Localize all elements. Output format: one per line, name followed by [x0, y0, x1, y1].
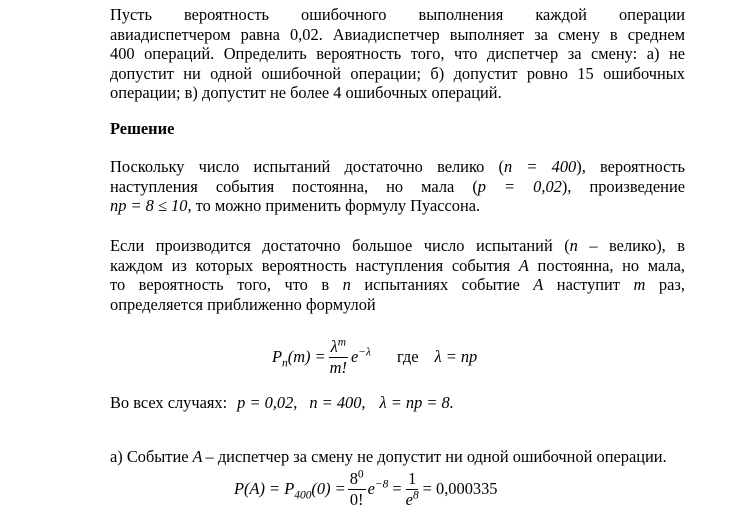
- fraction-numerator: 1: [408, 468, 417, 488]
- part-a-statement: [110, 447, 667, 467]
- fraction-1-over-e8: [404, 470, 421, 509]
- text-run: – велико), в: [589, 236, 685, 255]
- problem-line: 400 операций. Определить вероятность того, что диспетчер за смену: а) не: [110, 44, 685, 64]
- event-a: A: [192, 447, 203, 466]
- paragraph-line: [110, 196, 685, 216]
- where-word: где: [396, 347, 419, 366]
- exponential-term: [368, 479, 389, 499]
- math-inline: n: [569, 236, 578, 255]
- paragraph-justification: [110, 157, 685, 216]
- paragraph-line: [110, 236, 685, 256]
- problem-line: операции; в) допустит не более 4 ошибочных операций.: [110, 83, 502, 103]
- math-inline: n = 400: [503, 157, 577, 176]
- math-inline: m: [633, 275, 646, 295]
- problem-line: допустит ни одной ошибочной операции; б) допустит ровно 15 ошибочных: [110, 63, 685, 83]
- value-lambda: λ = np = 8.: [379, 393, 454, 412]
- superscript-8: 8: [412, 489, 419, 502]
- math-inline: n: [342, 275, 351, 295]
- exponential-term: [351, 347, 371, 367]
- text-run: ), вероятность: [576, 157, 685, 176]
- superscript-0: 0: [357, 468, 364, 481]
- part-a-formula: [234, 466, 497, 512]
- fraction-lambda-m: [328, 338, 349, 377]
- math-inline: A: [533, 275, 544, 295]
- formula-arg: (m) =: [287, 347, 326, 366]
- fraction-denominator: [404, 490, 421, 509]
- exponent: −λ: [358, 346, 371, 359]
- paragraph-poisson-condition: [110, 236, 685, 314]
- superscript-m: m: [337, 336, 347, 349]
- fraction-numerator: [348, 470, 366, 490]
- formula-arg: (0) =: [311, 479, 346, 498]
- e-symbol: e: [367, 479, 375, 498]
- lambda-symbol: λ: [330, 336, 338, 356]
- text-run: каждом из которых вероятность наступления события: [110, 255, 511, 275]
- text-run: Поскольку число испытаний достаточно велико (: [110, 157, 504, 176]
- subscript-400: 400: [294, 489, 312, 502]
- problem-line: Пусть вероятность ошибочного выполнения каждой операции: [110, 5, 685, 24]
- subscript-n: n: [282, 357, 288, 370]
- equals-sign: =: [392, 479, 402, 498]
- e-symbol: e: [405, 489, 413, 509]
- part-a-text: – диспетчер за смену не допустит ни одной ошибочной операции.: [205, 447, 667, 466]
- paragraph-line: [110, 177, 685, 197]
- all-cases-label: Во всех случаях:: [110, 393, 228, 412]
- math-inline: np = 8 ≤ 10: [110, 196, 188, 216]
- all-cases-line: [110, 393, 454, 413]
- fraction-denominator: 0!: [349, 489, 364, 509]
- e-symbol: e: [350, 347, 359, 366]
- text-run: испытаниях событие: [364, 275, 520, 295]
- solution-heading: Решение: [110, 119, 175, 138]
- text-run: наступит: [556, 275, 620, 295]
- problem-line: авиадиспетчером равна 0,02. Авиадиспетчер выполняет за смену в среднем: [110, 24, 685, 44]
- paragraph-line: [110, 256, 685, 276]
- text-run: , то можно применить формулу Пуассона.: [187, 196, 481, 216]
- formula-lhs-text: P(A) = P: [234, 479, 295, 498]
- math-inline: A: [518, 255, 529, 275]
- part-a-prefix: а) Событие: [110, 447, 189, 466]
- result-value: = 0,000335: [422, 479, 498, 498]
- base-8: 8: [349, 468, 358, 488]
- paragraph-line: [110, 275, 685, 295]
- paragraph-line: определяется приближенно формулой: [110, 294, 376, 314]
- fraction-8-pow-0: [348, 470, 366, 509]
- math-inline: p = 0,02: [477, 176, 562, 196]
- text-run: наступления события постоянна, но мала (: [110, 176, 478, 196]
- lambda-definition: λ = np: [434, 347, 478, 366]
- exponent: −8: [374, 478, 389, 491]
- fraction-numerator: [329, 338, 348, 358]
- fraction-denominator: m!: [329, 357, 347, 377]
- value-p: p = 0,02,: [237, 393, 298, 412]
- poisson-formula: [272, 334, 477, 380]
- text-run: раз,: [658, 275, 685, 295]
- formula-lhs: [234, 479, 346, 502]
- problem-statement: [110, 5, 685, 103]
- formula-lhs: [272, 347, 326, 370]
- text-run: постоянна, но мала,: [537, 255, 686, 275]
- text-run: ), произведение: [561, 176, 685, 196]
- text-run: Если производится достаточно большое число испытаний (: [110, 236, 570, 255]
- value-n: n = 400,: [309, 393, 366, 412]
- text-run: то вероятность того, что в: [110, 275, 330, 295]
- paragraph-line: [110, 157, 685, 177]
- symbol-p: P: [272, 347, 283, 366]
